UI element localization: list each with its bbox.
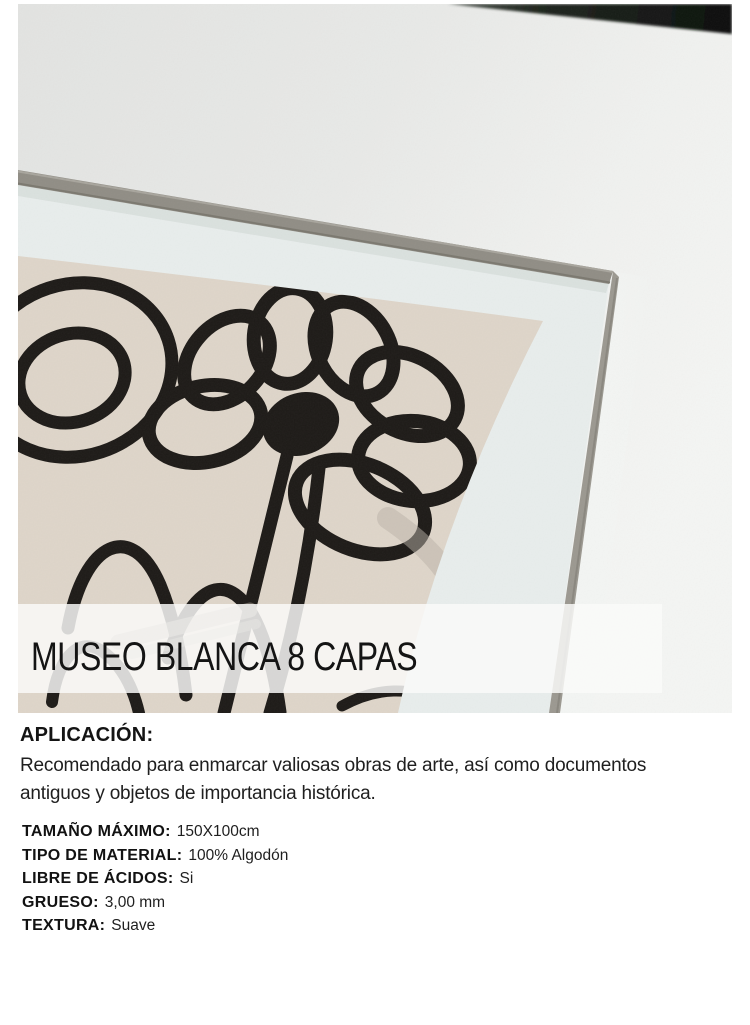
description-line: Recomendado para enmarcar valiosas obras de arte, así como documentos: [20, 755, 647, 776]
spec-row: [22, 867, 730, 891]
spec-row: [22, 914, 730, 938]
spec-value: 3,00 mm: [104, 893, 166, 911]
spec-label: TIPO DE MATERIAL:: [22, 846, 183, 864]
spec-value: 100% Algodón: [188, 846, 289, 864]
spec-row: [22, 820, 730, 844]
spec-label: TAMAÑO MÁXIMO:: [22, 823, 171, 840]
spec-label: TEXTURA:: [22, 917, 106, 934]
product-title: MUSEO BLANCA 8 CAPAS: [31, 635, 418, 679]
description-line: antiguos y objetos de importancia histórica.: [20, 782, 376, 804]
spec-label: GRUESO:: [22, 893, 99, 911]
application-heading: APLICACIÓN:: [20, 724, 154, 746]
spec-row: [22, 844, 730, 868]
spec-value: 150X100cm: [176, 823, 260, 840]
product-title-banner: [18, 604, 662, 693]
application-description: [20, 752, 710, 807]
spec-value: Suave: [111, 917, 156, 934]
spec-label: LIBRE DE ÁCIDOS:: [22, 870, 174, 887]
product-details: [0, 713, 750, 938]
spec-list: [22, 820, 730, 938]
spec-value: Si: [179, 870, 194, 887]
spec-row: [22, 891, 730, 915]
